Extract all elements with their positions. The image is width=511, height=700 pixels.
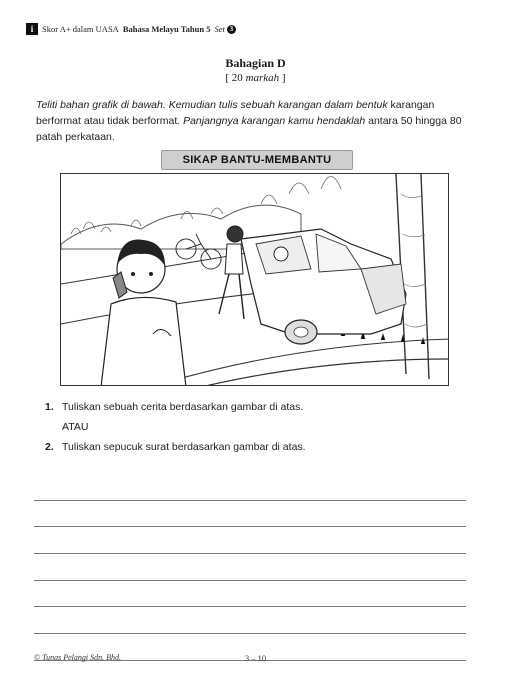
answer-line[interactable] (34, 554, 466, 581)
book-title: Skor A+ dalam UASA (42, 24, 119, 34)
answer-lines[interactable] (34, 474, 466, 661)
footer-publisher: © Tunas Pelangi Sdn. Bhd. (34, 653, 121, 662)
set-number-badge: 3 (227, 25, 236, 34)
answer-line[interactable] (34, 474, 466, 501)
footer-page-number: 3 – 10 (244, 653, 267, 663)
answer-line[interactable] (34, 527, 466, 554)
question-1: 1. Tuliskan sebuah cerita berdasarkan gambar di atas. (45, 401, 304, 413)
page-header (26, 20, 486, 38)
set-label: Set (214, 24, 225, 34)
topic-banner: SIKAP BANTU-MEMBANTU (161, 150, 353, 170)
or-label: ATAU (62, 421, 89, 433)
subject-title: Bahasa Melayu Tahun 5 (122, 24, 211, 34)
illustration (60, 173, 449, 386)
publisher-logo: i (26, 23, 38, 35)
instructions: Teliti bahan grafik di bawah. Kemudian tulis sebuah karangan dalam bentuk karangan berformat atau tidak berformat. Panjangnya karangan kamu hendaklah antara 50 hingga 80 patah perkataan. (36, 99, 462, 143)
marks-label: [ 20 markah ] (225, 72, 286, 84)
answer-line[interactable] (34, 501, 466, 528)
question-2: 2. Tuliskan sepucuk surat berdasarkan gambar di atas. (45, 441, 306, 453)
section-title: Bahagian D (225, 56, 286, 70)
answer-line[interactable] (34, 607, 466, 634)
answer-line[interactable] (34, 581, 466, 608)
